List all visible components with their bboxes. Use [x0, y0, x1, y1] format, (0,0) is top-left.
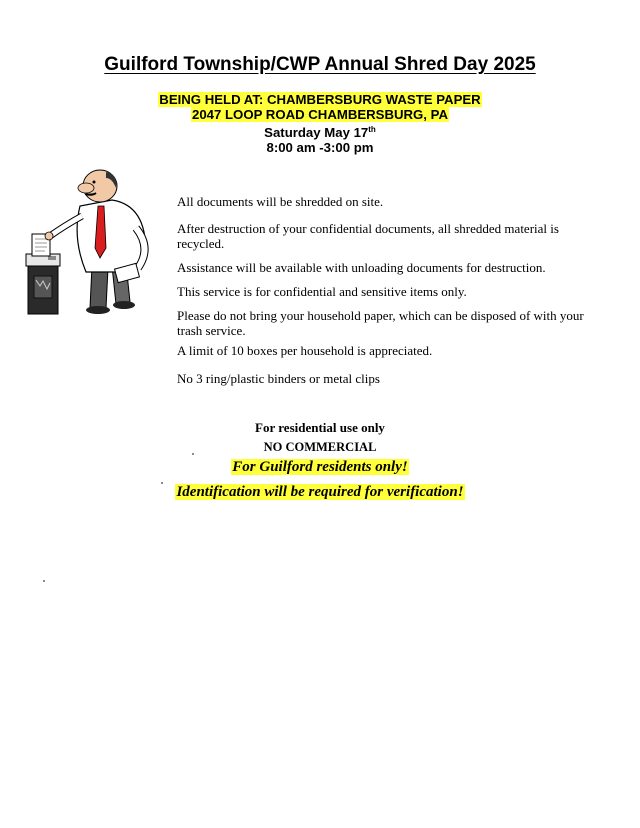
- list-item: A limit of 10 boxes per household is appreciated.: [177, 343, 433, 358]
- event-time: 8:00 am -3:00 pm: [266, 140, 374, 155]
- venue-line-1: BEING HELD AT: CHAMBERSBURG WASTE PAPER: [159, 92, 481, 107]
- man-shredding-clipart: [20, 168, 160, 318]
- scan-speck: [161, 482, 163, 484]
- scan-speck: [192, 453, 194, 455]
- event-date: Saturday May 17th: [264, 125, 376, 140]
- list-item: All documents will be shredded on site.: [177, 194, 384, 209]
- residents-only-note: For Guilford residents only!: [232, 459, 408, 475]
- list-item: Please do not bring your household paper, which can be disposed of with your trash service.: [177, 308, 584, 338]
- scan-speck: [43, 580, 45, 582]
- list-item: Assistance will be available with unloading documents for destruction.: [177, 260, 546, 275]
- identification-note: Identification will be required for verification!: [176, 484, 464, 500]
- venue-line-2: 2047 LOOP ROAD CHAMBERSBURG, PA: [192, 107, 448, 122]
- residential-note: For residential use only: [255, 420, 385, 435]
- event-details: [0, 92, 640, 155]
- list-item: This service is for confidential and sensitive items only.: [177, 284, 467, 299]
- list-item: No 3 ring/plastic binders or metal clips: [177, 371, 380, 386]
- page-title: Guilford Township/CWP Annual Shred Day 2025: [104, 54, 536, 75]
- list-item: After destruction of your confidential documents, all shredded material is recycled.: [177, 221, 559, 251]
- no-commercial-note: NO COMMERCIAL: [263, 440, 377, 454]
